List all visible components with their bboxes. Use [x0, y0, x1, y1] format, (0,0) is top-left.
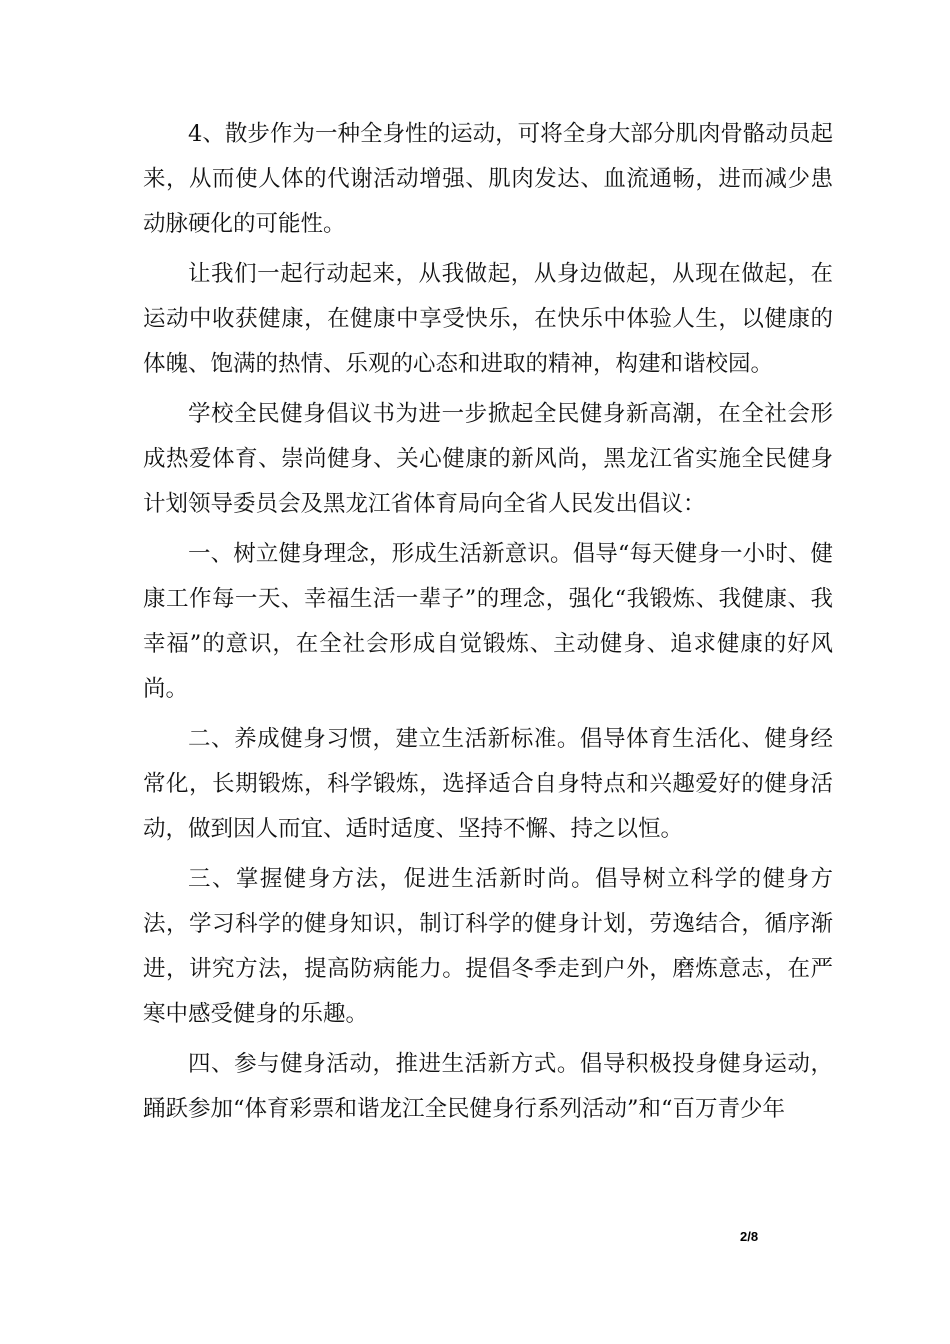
paragraph-point-two: 二、养成健身习惯，建立生活新标准。倡导体育生活化、健身经常化，长期锻炼，科学锻炼，选择适合自身特点和兴趣爱好的健身活动，做到因人而宜、适时适度、坚持不懈、持之以恒。 — [143, 726, 833, 842]
paragraph-point-one: 一、树立健身理念，形成生活新意识。倡导“每天健身一小时、健康工作每一天、幸福生活一辈子”的理念，强化“我锻炼、我健康、我幸福”的意识，在全社会形成自觉锻炼、主动健身、追求健康的好风尚。 — [143, 541, 833, 702]
page-number: 2/8 — [740, 1229, 759, 1244]
document-body — [143, 112, 833, 1137]
paragraph-point-three: 三、掌握健身方法，促进生活新时尚。倡导树立科学的健身方法，学习科学的健身知识，制订科学的健身计划，劳逸结合，循序渐进，讲究方法，提高防病能力。提倡冬季走到户外，磨炼意志，在严寒中感受健身的乐趣。 — [143, 866, 833, 1027]
paragraph-point-four: 四、参与健身活动，推进生活新方式。倡导积极投身健身运动，踊跃参加“体育彩票和谐龙江全民健身行系列活动”和“百万青少年 — [143, 1051, 833, 1122]
paragraph-walking-benefits: 4、散步作为一种全身性的运动，可将全身大部分肌肉骨骼动员起来，从而使人体的代谢活动增强、肌肉发达、血流通畅，进而减少患动脉硬化的可能性。 — [143, 121, 833, 237]
paragraph-call-to-action: 让我们一起行动起来，从我做起，从身边做起，从现在做起，在运动中收获健康，在健康中享受快乐，在快乐中体验人生，以健康的体魄、饱满的热情、乐观的心态和进取的精神，构建和谐校园。 — [143, 261, 833, 377]
paragraph-proposal-intro: 学校全民健身倡议书为进一步掀起全民健身新高潮，在全社会形成热爱体育、崇尚健身、关心健康的新风尚，黑龙江省实施全民健身计划领导委员会及黑龙江省体育局向全省人民发出倡议： — [143, 401, 833, 517]
